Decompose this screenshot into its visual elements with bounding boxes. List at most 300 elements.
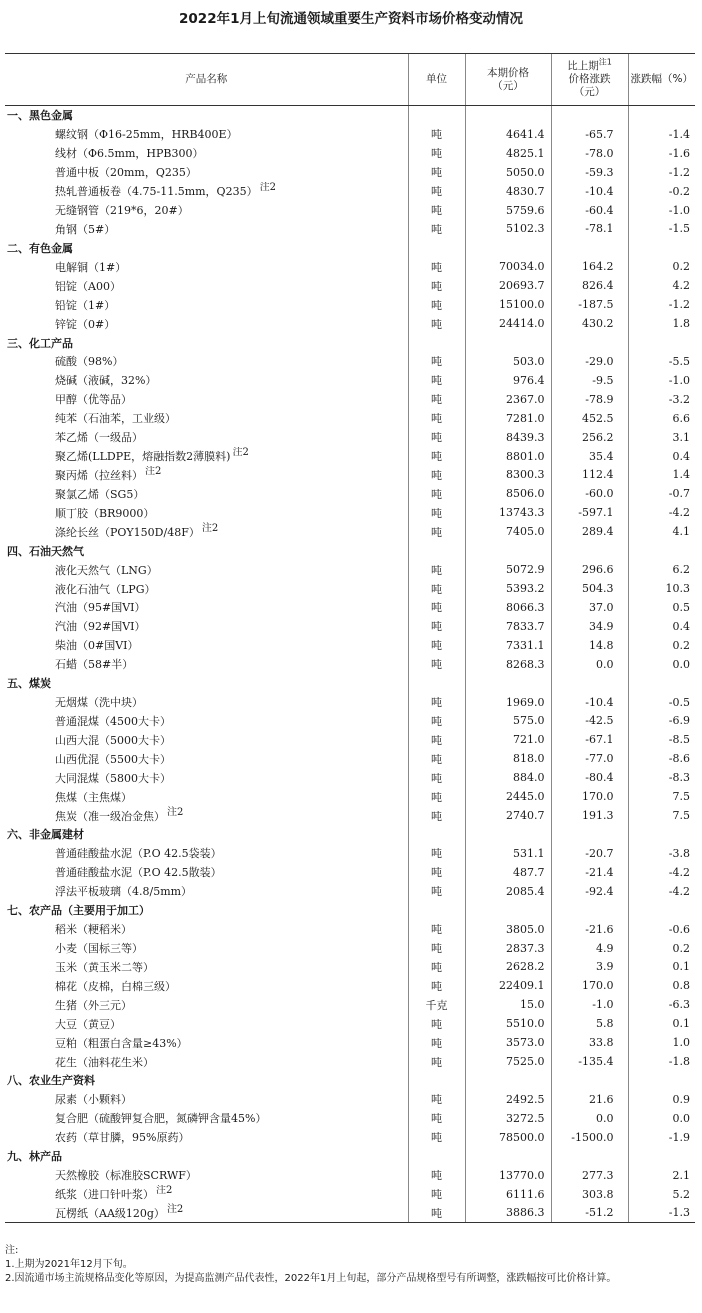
percent-cell: 4.1 [628, 522, 695, 541]
product-name: 涤纶长丝（POY150D/48F） [55, 525, 200, 539]
product-name-cell [5, 976, 408, 995]
empty-cell [465, 106, 551, 125]
note-marker: 注2 [232, 447, 249, 459]
note-marker: 注2 [201, 523, 219, 535]
change-cell: -20.7 [551, 844, 628, 863]
table-row [5, 579, 695, 598]
product-name-cell [5, 257, 408, 276]
product-name-cell [5, 749, 408, 768]
category-row [5, 238, 695, 257]
percent-cell: 0.8 [628, 976, 695, 995]
unit-cell: 吨 [408, 636, 465, 655]
price-cell: 487.7 [465, 863, 551, 882]
percent-cell: -1.8 [628, 1052, 695, 1071]
price-cell: 2367.0 [465, 390, 551, 409]
price-cell: 5759.6 [465, 201, 551, 220]
table-row [5, 257, 695, 276]
percent-cell: 1.4 [628, 466, 695, 485]
product-name-cell [5, 352, 408, 371]
footnote-2: 2.因流通市场主流规格品变化等原因，为提高监测产品代表性，2022年1月上旬起，部分产品规格型号有所调整，涨跌幅按可比价格计算。 [5, 1273, 617, 1284]
change-cell: 34.9 [551, 617, 628, 636]
table-row [5, 749, 695, 768]
product-name: 苯乙烯（一级品） [55, 431, 143, 445]
table-header-row [5, 54, 695, 106]
category-row [5, 333, 695, 352]
price-cell: 4641.4 [465, 125, 551, 144]
category-name: 五、煤炭 [7, 677, 51, 691]
category-name: 九、林产品 [7, 1150, 62, 1164]
category-name: 四、石油天然气 [7, 544, 84, 558]
product-name: 小麦（国标三等） [55, 942, 143, 956]
product-name: 玉米（黄玉米二等） [55, 960, 154, 974]
percent-cell: -4.2 [628, 863, 695, 882]
price-cell: 70034.0 [465, 257, 551, 276]
product-name-cell [5, 1014, 408, 1033]
unit-cell: 吨 [408, 655, 465, 674]
empty-cell [628, 238, 695, 257]
percent-cell: -1.5 [628, 220, 695, 239]
empty-cell [628, 1147, 695, 1166]
price-cell: 531.1 [465, 844, 551, 863]
percent-cell: -0.2 [628, 182, 695, 201]
price-table [5, 53, 695, 1223]
empty-cell [408, 825, 465, 844]
unit-cell: 吨 [408, 882, 465, 901]
unit-cell: 吨 [408, 749, 465, 768]
unit-cell: 吨 [408, 522, 465, 541]
product-name-cell [5, 182, 408, 201]
product-name: 纯苯（石油苯，工业级） [55, 412, 176, 426]
table-row [5, 957, 695, 976]
percent-cell: 5.2 [628, 1185, 695, 1204]
unit-cell: 千克 [408, 995, 465, 1014]
product-name: 天然橡胶（标准胶SCRWF） [55, 1169, 197, 1183]
change-cell: 21.6 [551, 1090, 628, 1109]
change-cell: 4.9 [551, 939, 628, 958]
table-row [5, 1052, 695, 1071]
empty-cell [551, 333, 628, 352]
unit-cell: 吨 [408, 730, 465, 749]
table-row [5, 314, 695, 333]
change-cell: 277.3 [551, 1166, 628, 1185]
product-name-cell [5, 768, 408, 787]
price-cell: 2445.0 [465, 787, 551, 806]
percent-cell: 3.1 [628, 428, 695, 447]
table-row [5, 1203, 695, 1222]
product-name-cell [5, 712, 408, 731]
product-name: 顺丁胶（BR9000） [55, 506, 155, 520]
product-name: 普通混煤（4500大卡） [55, 714, 171, 728]
product-name: 螺纹钢（Φ16-25mm，HRB400E） [55, 128, 238, 142]
product-name: 农药（草甘膦，95%原药） [55, 1131, 190, 1145]
unit-cell: 吨 [408, 257, 465, 276]
percent-cell: -1.6 [628, 144, 695, 163]
category-name: 二、有色金属 [7, 241, 73, 255]
unit-cell: 吨 [408, 863, 465, 882]
product-name-cell [5, 1203, 408, 1222]
table-row [5, 1033, 695, 1052]
percent-cell: 0.2 [628, 939, 695, 958]
product-name-cell [5, 1090, 408, 1109]
percent-cell: 10.3 [628, 579, 695, 598]
price-cell: 15100.0 [465, 295, 551, 314]
percent-cell: 0.0 [628, 1109, 695, 1128]
table-row [5, 276, 695, 295]
product-name-cell [5, 503, 408, 522]
change-cell: -60.4 [551, 201, 628, 220]
change-cell: -135.4 [551, 1052, 628, 1071]
product-name-cell [5, 787, 408, 806]
percent-cell: 0.2 [628, 257, 695, 276]
empty-cell [465, 901, 551, 920]
table-row [5, 428, 695, 447]
percent-cell: -5.5 [628, 352, 695, 371]
table-row [5, 484, 695, 503]
change-cell: -78.9 [551, 390, 628, 409]
product-name-cell [5, 1185, 408, 1204]
header-product-name: 产品名称 [5, 54, 408, 106]
table-row [5, 787, 695, 806]
unit-cell: 吨 [408, 352, 465, 371]
price-cell: 7331.1 [465, 636, 551, 655]
unit-cell: 吨 [408, 712, 465, 731]
product-name-cell [5, 655, 408, 674]
product-name: 硫酸（98%） [55, 355, 124, 369]
table-row [5, 617, 695, 636]
product-name: 烧碱（液碱，32%） [55, 374, 157, 388]
product-name-cell [5, 1109, 408, 1128]
empty-cell [628, 541, 695, 560]
unit-cell: 吨 [408, 1166, 465, 1185]
table-row [5, 1185, 695, 1204]
table-row [5, 1014, 695, 1033]
product-name: 聚丙烯（拉丝料） [55, 468, 143, 482]
change-cell: 0.0 [551, 655, 628, 674]
category-name: 八、农业生产资料 [7, 1074, 95, 1088]
percent-cell: 7.5 [628, 787, 695, 806]
product-name: 山西优混（5500大卡） [55, 752, 171, 766]
category-row [5, 901, 695, 920]
product-name: 瓦楞纸（AA级120g） [55, 1206, 165, 1220]
product-name-cell [5, 371, 408, 390]
table-row [5, 409, 695, 428]
note-marker: 注2 [166, 1204, 184, 1216]
unit-cell: 吨 [408, 201, 465, 220]
unit-cell: 吨 [408, 806, 465, 825]
product-name: 汽油（95#国VI） [55, 601, 146, 615]
change-cell: 14.8 [551, 636, 628, 655]
change-cell: -67.1 [551, 730, 628, 749]
footnotes [5, 1244, 695, 1286]
empty-cell [551, 825, 628, 844]
table-row [5, 730, 695, 749]
change-cell: -59.3 [551, 163, 628, 182]
empty-cell [628, 1071, 695, 1090]
percent-cell: 0.4 [628, 617, 695, 636]
unit-cell: 吨 [408, 503, 465, 522]
change-cell: 170.0 [551, 787, 628, 806]
change-cell: 112.4 [551, 466, 628, 485]
change-cell: -1.0 [551, 995, 628, 1014]
product-name: 甲醇（优等品） [55, 393, 132, 407]
table-row [5, 125, 695, 144]
product-name-cell [5, 201, 408, 220]
percent-cell: 0.1 [628, 957, 695, 976]
price-cell: 8300.3 [465, 466, 551, 485]
product-name: 大豆（黄豆） [55, 1017, 121, 1031]
price-cell: 503.0 [465, 352, 551, 371]
product-name-cell [5, 522, 408, 541]
product-name-cell [5, 806, 408, 825]
price-cell: 1969.0 [465, 693, 551, 712]
change-cell: 3.9 [551, 957, 628, 976]
unit-cell: 吨 [408, 409, 465, 428]
unit-cell: 吨 [408, 560, 465, 579]
percent-cell: 7.5 [628, 806, 695, 825]
product-name: 汽油（92#国VI） [55, 620, 146, 634]
empty-cell [628, 901, 695, 920]
empty-cell [551, 1147, 628, 1166]
product-name-cell [5, 220, 408, 239]
percent-cell: -1.2 [628, 163, 695, 182]
change-cell: -10.4 [551, 693, 628, 712]
product-name-cell [5, 1033, 408, 1052]
unit-cell: 吨 [408, 371, 465, 390]
product-name: 花生（油料花生米） [55, 1055, 154, 1069]
product-name-cell [5, 314, 408, 333]
category-row [5, 106, 695, 125]
price-cell: 13743.3 [465, 503, 551, 522]
table-row [5, 163, 695, 182]
product-name: 普通硅酸盐水泥（P.O 42.5散装） [55, 866, 222, 880]
empty-cell [408, 106, 465, 125]
percent-cell: 0.1 [628, 1014, 695, 1033]
unit-cell: 吨 [408, 1090, 465, 1109]
percent-cell: -6.3 [628, 995, 695, 1014]
footnote-label: 注: [5, 1245, 19, 1256]
product-name: 铝锭（A00） [55, 279, 121, 293]
price-cell: 976.4 [465, 371, 551, 390]
unit-cell: 吨 [408, 447, 465, 466]
table-row [5, 522, 695, 541]
product-name: 聚氯乙烯（SG5） [55, 487, 145, 501]
header-change-percent: 涨跌幅（%） [628, 54, 695, 106]
unit-cell: 吨 [408, 768, 465, 787]
empty-cell [408, 1071, 465, 1090]
unit-cell: 吨 [408, 314, 465, 333]
header-unit: 单位 [408, 54, 465, 106]
percent-cell: -1.0 [628, 371, 695, 390]
product-name-cell [5, 1166, 408, 1185]
price-cell: 2628.2 [465, 957, 551, 976]
category-row [5, 541, 695, 560]
change-cell: 0.0 [551, 1109, 628, 1128]
category-name: 六、非金属建材 [7, 828, 84, 842]
percent-cell: -3.2 [628, 390, 695, 409]
change-cell: -42.5 [551, 712, 628, 731]
percent-cell: -0.5 [628, 693, 695, 712]
table-row [5, 371, 695, 390]
category-name: 三、化工产品 [7, 336, 73, 350]
product-name-cell [5, 560, 408, 579]
empty-cell [628, 106, 695, 125]
table-row [5, 882, 695, 901]
change-cell: -1500.0 [551, 1128, 628, 1147]
change-cell: -51.2 [551, 1203, 628, 1222]
table-row [5, 995, 695, 1014]
product-name: 液化石油气（LPG） [55, 582, 156, 596]
percent-cell: -1.4 [628, 125, 695, 144]
percent-cell: -8.6 [628, 749, 695, 768]
percent-cell: -8.5 [628, 730, 695, 749]
unit-cell: 吨 [408, 163, 465, 182]
unit-cell: 吨 [408, 1203, 465, 1222]
empty-cell [551, 1071, 628, 1090]
empty-cell [408, 674, 465, 693]
product-name: 纸浆（进口针叶浆） [55, 1188, 154, 1201]
product-name-cell [5, 1128, 408, 1147]
price-cell: 2085.4 [465, 882, 551, 901]
page-title: 2022年1月上旬流通领域重要生产资料市场价格变动情况 [179, 11, 523, 27]
table-row [5, 466, 695, 485]
product-name-cell [5, 447, 408, 466]
price-cell: 818.0 [465, 749, 551, 768]
product-name-cell [5, 617, 408, 636]
unit-cell: 吨 [408, 125, 465, 144]
empty-cell [408, 1147, 465, 1166]
change-cell: -9.5 [551, 371, 628, 390]
change-cell: -21.4 [551, 863, 628, 882]
change-cell: -65.7 [551, 125, 628, 144]
change-cell: -21.6 [551, 920, 628, 939]
empty-cell [628, 333, 695, 352]
unit-cell: 吨 [408, 976, 465, 995]
price-cell: 575.0 [465, 712, 551, 731]
product-name-cell [5, 939, 408, 958]
percent-cell: -6.9 [628, 712, 695, 731]
table-row [5, 352, 695, 371]
price-cell: 8066.3 [465, 598, 551, 617]
price-cell: 4825.1 [465, 144, 551, 163]
product-name-cell [5, 863, 408, 882]
change-cell: 296.6 [551, 560, 628, 579]
product-name: 电解铜（1#） [55, 260, 127, 274]
unit-cell: 吨 [408, 844, 465, 863]
change-cell: 303.8 [551, 1185, 628, 1204]
price-cell: 7525.0 [465, 1052, 551, 1071]
product-name: 柴油（0#国VI） [55, 639, 139, 653]
price-cell: 8439.3 [465, 428, 551, 447]
change-cell: 826.4 [551, 276, 628, 295]
note-marker: 注2 [259, 182, 276, 194]
price-cell: 6111.6 [465, 1185, 551, 1204]
percent-cell: -1.9 [628, 1128, 695, 1147]
unit-cell: 吨 [408, 276, 465, 295]
price-cell: 2492.5 [465, 1090, 551, 1109]
price-cell: 15.0 [465, 995, 551, 1014]
category-name: 七、农产品（主要用于加工） [7, 904, 150, 918]
category-row [5, 825, 695, 844]
product-name-cell [5, 579, 408, 598]
empty-cell [551, 674, 628, 693]
table-row [5, 712, 695, 731]
empty-cell [628, 825, 695, 844]
empty-cell [465, 238, 551, 257]
price-cell: 3886.3 [465, 1203, 551, 1222]
product-name-cell [5, 276, 408, 295]
price-cell: 5510.0 [465, 1014, 551, 1033]
empty-cell [465, 333, 551, 352]
percent-cell: -4.2 [628, 503, 695, 522]
product-name: 热轧普通板卷（4.75-11.5mm，Q235） [55, 185, 258, 199]
price-cell: 3573.0 [465, 1033, 551, 1052]
table-row [5, 844, 695, 863]
product-name-cell [5, 144, 408, 163]
table-row [5, 390, 695, 409]
percent-cell: 1.8 [628, 314, 695, 333]
percent-cell: 0.0 [628, 655, 695, 674]
table-row [5, 447, 695, 466]
empty-cell [551, 106, 628, 125]
empty-cell [465, 541, 551, 560]
product-name: 复合肥（硫酸钾复合肥，氮磷钾含量45%） [55, 1112, 267, 1126]
header-note-marker: 注1 [598, 57, 612, 67]
product-name: 普通硅酸盐水泥（P.O 42.5袋装） [55, 847, 222, 861]
unit-cell: 吨 [408, 598, 465, 617]
percent-cell: 0.5 [628, 598, 695, 617]
product-name: 石蜡（58#半） [55, 658, 134, 672]
table-row [5, 182, 695, 201]
product-name: 普通中板（20mm，Q235） [55, 166, 197, 180]
empty-cell [551, 541, 628, 560]
change-cell: 191.3 [551, 806, 628, 825]
category-row [5, 1071, 695, 1090]
product-name: 聚乙烯(LLDPE，熔融指数2薄膜料) [55, 450, 231, 464]
price-cell: 7405.0 [465, 522, 551, 541]
empty-cell [408, 541, 465, 560]
change-cell: 170.0 [551, 976, 628, 995]
price-cell: 5102.3 [465, 220, 551, 239]
product-name: 铅锭（1#） [55, 298, 116, 312]
product-name-cell [5, 466, 408, 485]
empty-cell [465, 1071, 551, 1090]
change-cell: -78.1 [551, 220, 628, 239]
unit-cell: 吨 [408, 182, 465, 201]
price-cell: 13770.0 [465, 1166, 551, 1185]
percent-cell: 0.4 [628, 447, 695, 466]
change-cell: -29.0 [551, 352, 628, 371]
change-cell: 256.2 [551, 428, 628, 447]
change-cell: -597.1 [551, 503, 628, 522]
table-row [5, 1128, 695, 1147]
table-row [5, 1166, 695, 1185]
change-cell: -10.4 [551, 182, 628, 201]
product-name: 棉花（皮棉，白棉三级） [55, 979, 176, 993]
category-row [5, 1147, 695, 1166]
header-current-price: 本期价格 （元） [465, 54, 551, 106]
percent-cell: -1.3 [628, 1203, 695, 1222]
price-cell: 8506.0 [465, 484, 551, 503]
price-cell: 4830.7 [465, 182, 551, 201]
change-cell: 452.5 [551, 409, 628, 428]
price-cell: 3805.0 [465, 920, 551, 939]
percent-cell: 1.0 [628, 1033, 695, 1052]
product-name-cell [5, 844, 408, 863]
unit-cell: 吨 [408, 957, 465, 976]
product-name-cell [5, 730, 408, 749]
unit-cell: 吨 [408, 693, 465, 712]
product-name: 无缝钢管（219*6，20#） [55, 204, 189, 218]
